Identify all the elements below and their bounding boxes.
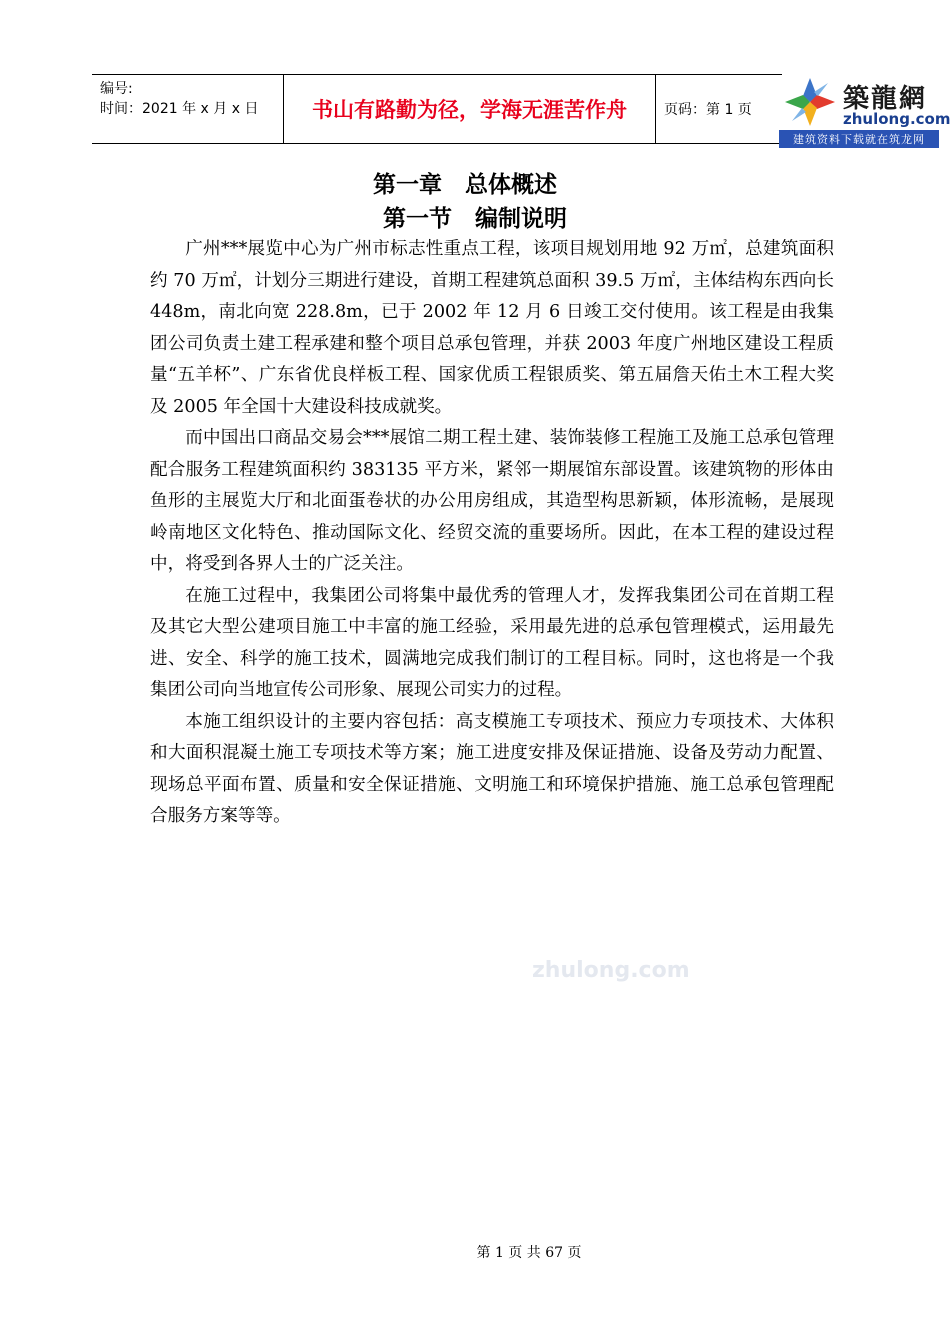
watermark: zhulong.com	[532, 958, 690, 983]
code-label: 编号:	[100, 81, 133, 97]
zhulong-logo	[779, 72, 950, 148]
logo-name: 築龍網	[843, 84, 928, 114]
header-page-label: 页码：第 1 页	[664, 102, 752, 118]
paragraph: 在施工过程中，我集团公司将集中最优秀的管理人才，发挥我集团公司在首期工程及其它大型公建项目施工中丰富的施工经验，采用最先进的总承包管理模式，运用最先进、安全、科学的施工技术，圆满地完成我们制订的工程目标。同时，这也将是一个我集团公司向当地宣传公司形象、展现公司实力的过程。	[150, 585, 834, 700]
logo-domain: zhulong.com	[843, 110, 950, 128]
body-text	[150, 234, 834, 833]
page-header	[92, 74, 782, 144]
paragraph: 而中国出口商品交易会***展馆二期工程土建、装饰装修工程施工及施工总承包管理配合服务工程建筑面积约 383135 平方米，紧邻一期展馆东部设置。该建筑物的形体由鱼形的主展览大厅和北面蛋卷状的办公用房组成，其造型构思新颖，体形流畅，是展现岭南地区文化特色、推动国际文化、经贸交流的重要场所。因此，在本工程的建设过程中，将受到各界人士的广泛关注。	[150, 428, 834, 574]
header-motto: 书山有路勤为径，学海无涯苦作舟	[284, 75, 656, 143]
paragraph: 广州***展览中心为广州市标志性重点工程，该项目规划用地 92 万㎡，总建筑面积约 70 万㎡，计划分三期进行建设，首期工程建筑总面积 39.5 万㎡，主体结构东西向长 448m，南北向宽 228.8m，已于 2002 年 12 月 6 日竣工交付使用。该工程是由我集团公司负责土建工程承建和整个项目总承包管理，并获 2003 年度广州地区建设工程质量“五羊杯”、广东省优良样板工程、国家优质工程银质奖、第五届詹天佑土木工程大奖及 2005 年全国十大建设科技成就奖。	[150, 239, 834, 417]
logo-tagline: 建筑资料下载就在筑龙网	[779, 130, 939, 148]
page-footer: 第 1 页 共 67 页	[476, 1245, 582, 1261]
header-meta	[92, 75, 284, 143]
section-title: 第一节 编制说明	[383, 206, 567, 232]
time-label: 时间：2021 年 x 月 x 日	[100, 101, 259, 117]
chapter-title: 第一章 总体概述	[373, 172, 557, 198]
pinwheel-logo-icon	[781, 74, 839, 130]
paragraph: 本施工组织设计的主要内容包括：高支模施工专项技术、预应力专项技术、大体积和大面积混凝土施工专项技术等方案；施工进度安排及保证措施、设备及劳动力配置、现场总平面布置、质量和安全保证措施、文明施工和环境保护措施、施工总承包管理配合服务方案等等。	[150, 711, 834, 826]
